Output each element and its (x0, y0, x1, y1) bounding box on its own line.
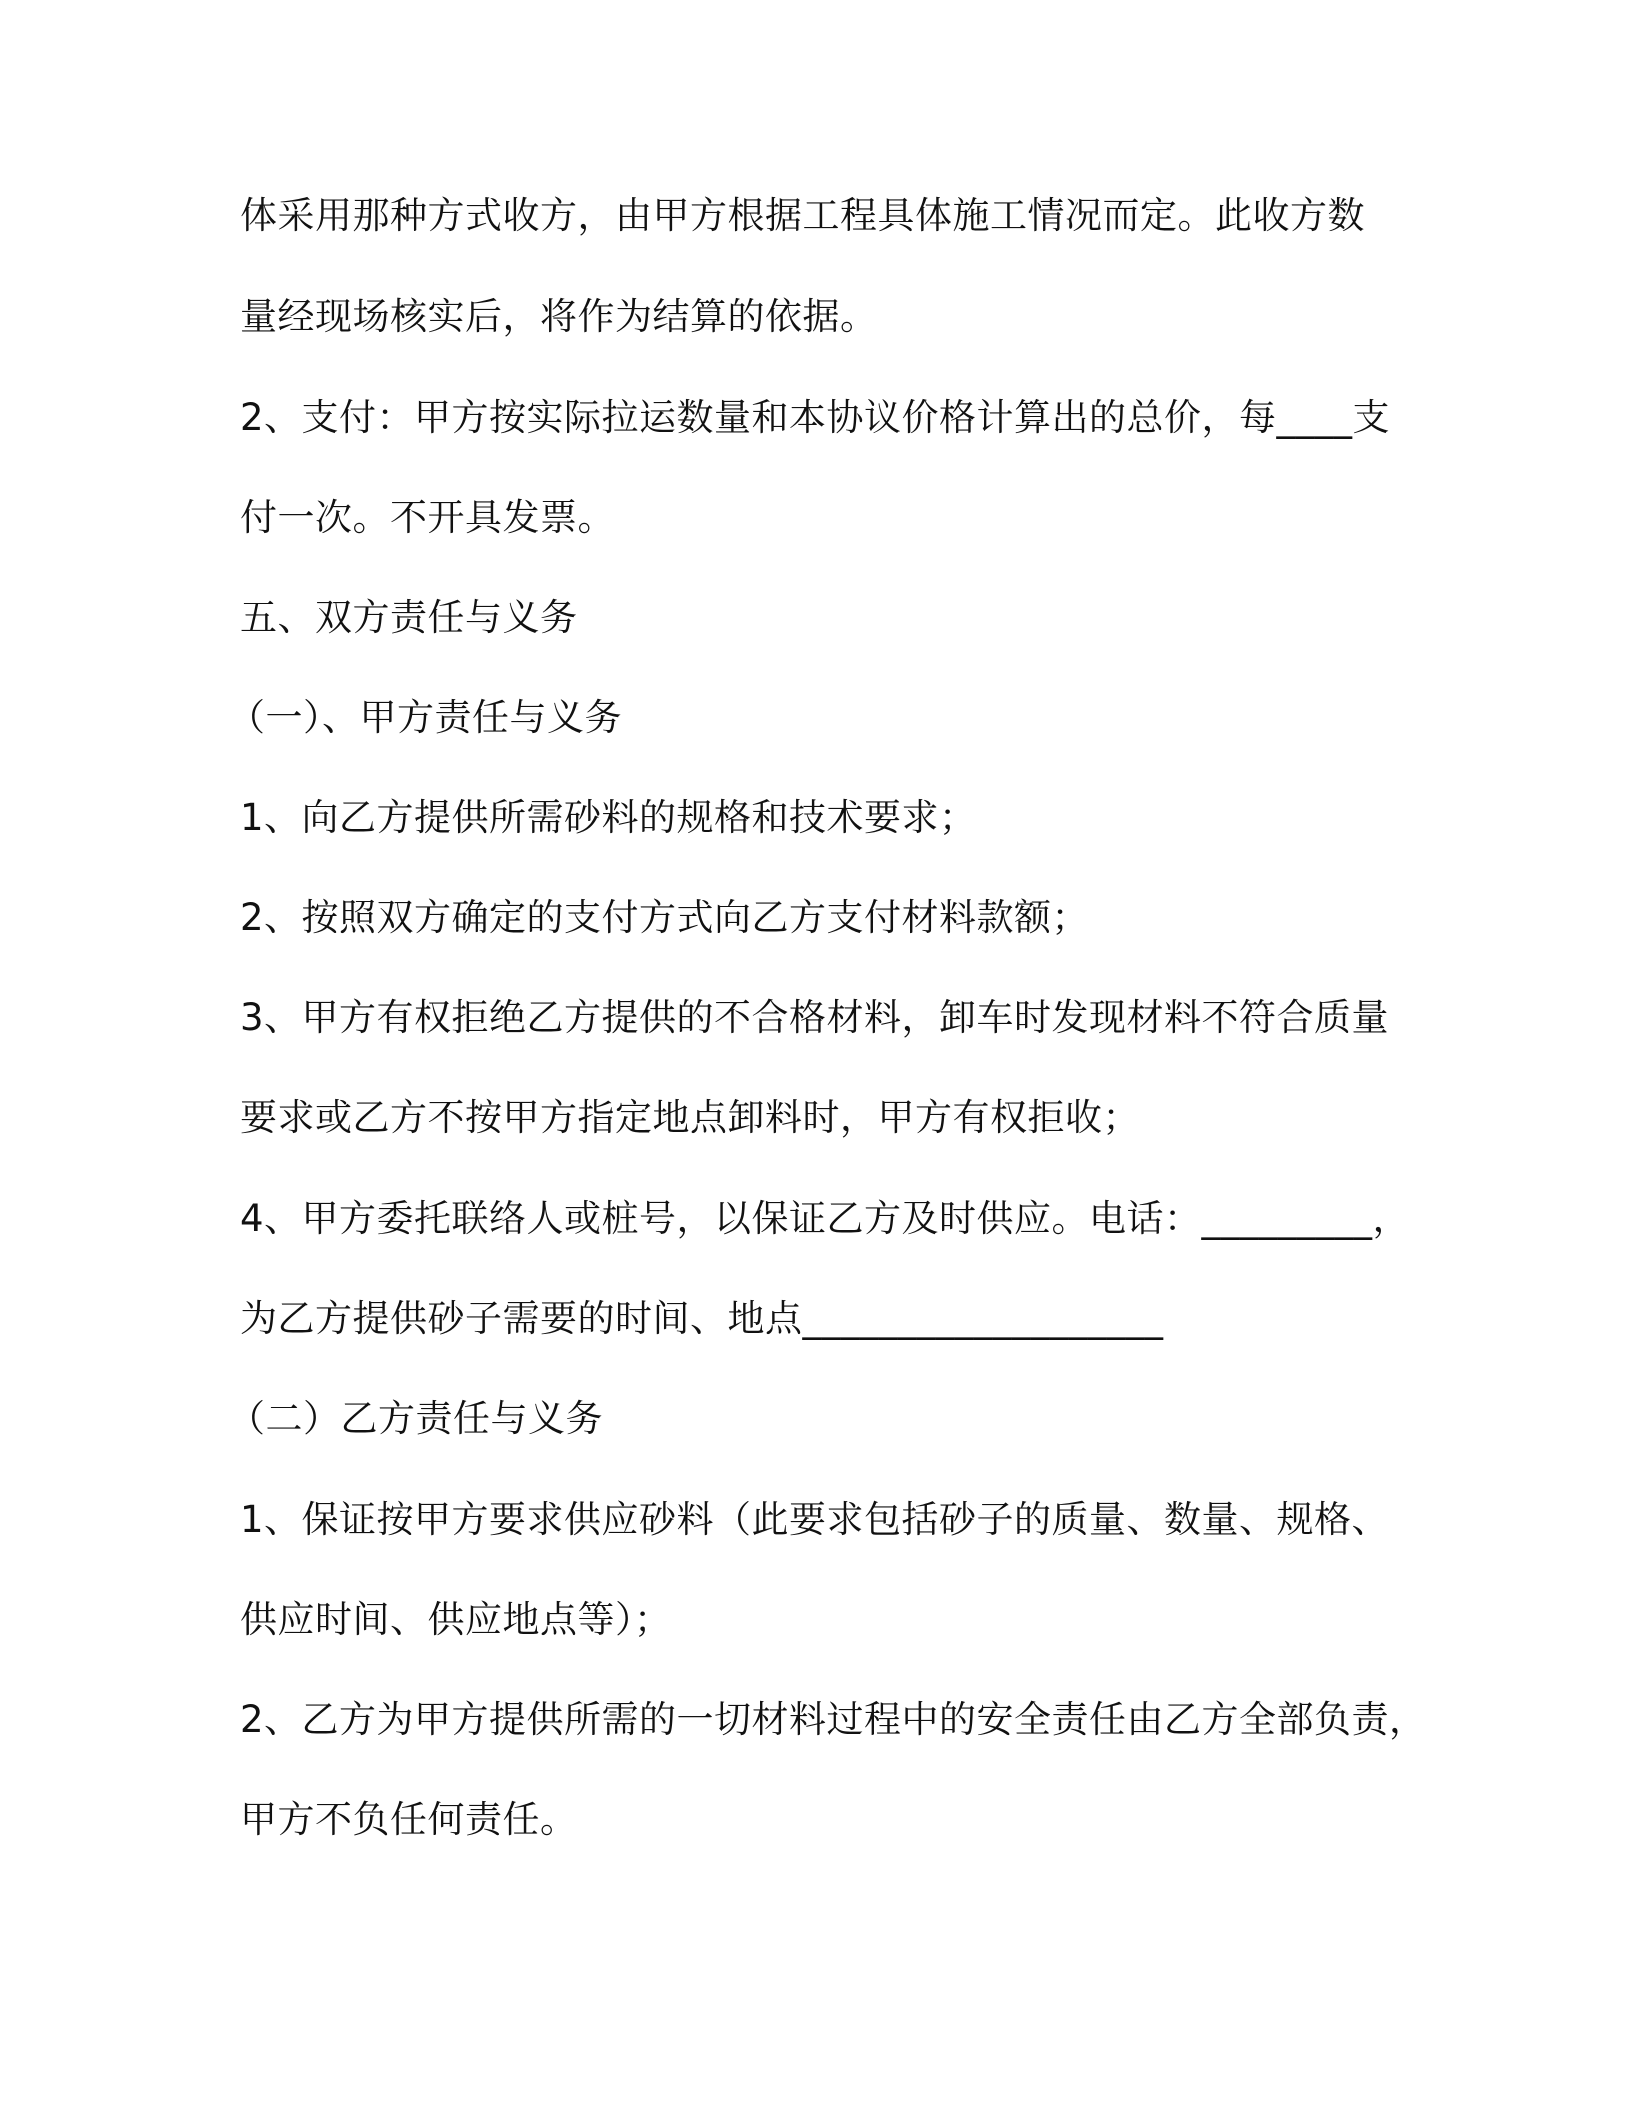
text-line: 甲方不负任何责任。 (240, 1798, 578, 1841)
text-line: 2、按照双方确定的支付方式向乙方支付材料款额； (240, 896, 1090, 939)
subsection-heading: （二）乙方责任与义务 (228, 1397, 603, 1440)
text-line: 要求或乙方不按甲方指定地点卸料时，甲方有权拒收； (240, 1096, 1140, 1139)
text-line: 2、支付：甲方按实际拉运数量和本协议价格计算出的总价，每____支 (240, 396, 1391, 439)
text-line: 1、向乙方提供所需砂料的规格和技术要求； (240, 796, 977, 839)
subsection-heading: （一）、甲方责任与义务 (228, 696, 622, 739)
text-line: 付一次。不开具发票。 (240, 496, 615, 539)
text-line: 供应时间、供应地点等）； (240, 1598, 672, 1641)
text-line: 3、甲方有权拒绝乙方提供的不合格材料，卸车时发现材料不符合质量 (240, 996, 1390, 1039)
text-line: 1、保证按甲方要求供应砂料（此要求包括砂子的质量、数量、规格、 (240, 1498, 1390, 1541)
text-line: 为乙方提供砂子需要的时间、地点___________________ (240, 1297, 1164, 1340)
text-line: 4、甲方委托联络人或桩号，以保证乙方及时供应。电话：_________， (240, 1197, 1411, 1240)
text-line: 量经现场核实后，将作为结算的依据。 (240, 295, 878, 338)
section-heading: 五、双方责任与义务 (240, 596, 578, 639)
text-line: 体采用那种方式收方，由甲方根据工程具体施工情况而定。此收方数 (240, 194, 1365, 237)
text-line: 2、乙方为甲方提供所需的一切材料过程中的安全责任由乙方全部负责， (240, 1698, 1427, 1741)
